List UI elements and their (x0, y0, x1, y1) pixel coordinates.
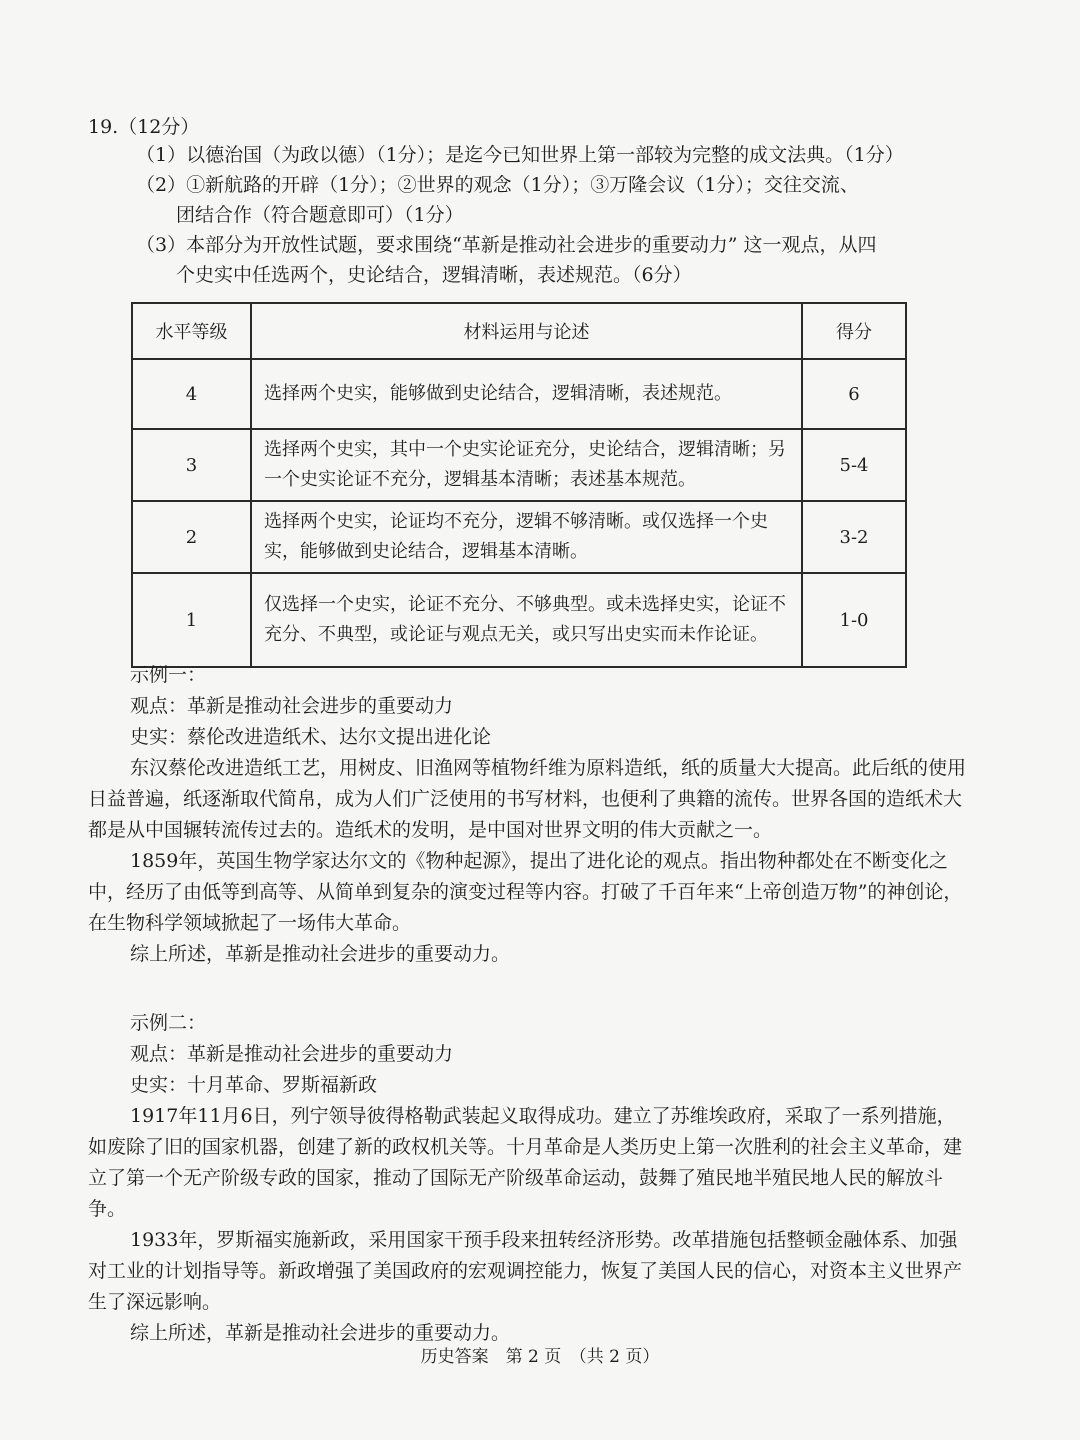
rubric-header-row (132, 303, 906, 359)
header-score: 得分 (802, 303, 906, 359)
header-level: 水平等级 (132, 303, 251, 359)
question-part-3-line-2: 个史实中任选两个，史论结合，逻辑清晰，表述规范。（6分） (176, 264, 692, 286)
example-one-paragraph-2: 1859年，英国生物学家达尔文的《物种起源》，提出了进化论的观点。指出物种都处在不断变化之中，经历了由低等到高等、从简单到复杂的演变过程等内容。打破了千百年来“上帝创造万物”的神创论，在生物科学领域掀起了一场伟大革命。 (88, 850, 963, 934)
question-part-3-line-1: （3）本部分为开放性试题，要求围绕“革新是推动社会进步的重要动力” 这一观点，从四 (136, 234, 877, 256)
example-two (88, 1008, 968, 1349)
rubric-description: 选择两个史实，能够做到史论结合，逻辑清晰，表述规范。 (251, 359, 802, 429)
rubric-level: 4 (132, 359, 251, 429)
example-two-viewpoint: 观点：革新是推动社会进步的重要动力 (130, 1043, 454, 1065)
page-footer: 历史答案 第 2 页 （共 2 页） (420, 1347, 660, 1367)
rubric-row (132, 573, 906, 667)
example-one-facts: 史实：蔡伦改进造纸术、达尔文提出进化论 (130, 726, 492, 748)
rubric-level: 1 (132, 573, 251, 667)
question-part-1: （1）以德治国（为政以德）（1分）；是迄今已知世界上第一部较为完整的成文法典。（1分） (136, 144, 904, 166)
example-two-title: 示例二： (130, 1012, 207, 1034)
scoring-rubric-table (131, 302, 907, 668)
rubric-score: 3-2 (802, 501, 906, 573)
question-part-3 (136, 230, 956, 290)
rubric-level: 3 (132, 429, 251, 501)
example-one (88, 660, 968, 970)
example-two-facts: 史实：十月革命、罗斯福新政 (130, 1074, 378, 1096)
rubric-description: 选择两个史实，论证均不充分，逻辑不够清晰。或仅选择一个史实，能够做到史论结合，逻辑基本清晰。 (251, 501, 802, 573)
example-one-title: 示例一： (130, 664, 207, 686)
question-part-2 (136, 170, 956, 230)
example-one-viewpoint: 观点：革新是推动社会进步的重要动力 (130, 695, 454, 717)
example-one-conclusion: 综上所述，革新是推动社会进步的重要动力。 (130, 943, 511, 965)
rubric-description: 仅选择一个史实，论证不充分、不够典型。或未选择史实，论证不充分、不典型，或论证与观点无关，或只写出史实而未作论证。 (251, 573, 802, 667)
question-part-2-line-1: （2）①新航路的开辟（1分）；②世界的观念（1分）；③万隆会议（1分）；交往交流、 (136, 174, 859, 196)
example-two-conclusion: 综上所述，革新是推动社会进步的重要动力。 (130, 1322, 511, 1344)
question-number: 19.（12分） (88, 116, 200, 138)
rubric-score: 5-4 (802, 429, 906, 501)
example-two-paragraph-1: 1917年11月6日，列宁领导彼得格勒武装起义取得成功。建立了苏维埃政府，采取了一系列措施，如废除了旧的国家机器，创建了新的政权机关等。十月革命是人类历史上第一次胜利的社会主义革命，建立了第一个无产阶级专政的国家，推动了国际无产阶级革命运动，鼓舞了殖民地半殖民地人民的解放斗争。 (88, 1105, 963, 1220)
rubric-description: 选择两个史实，其中一个史实论证充分，史论结合，逻辑清晰；另一个史实论证不充分，逻辑基本清晰；表述基本规范。 (251, 429, 802, 501)
example-one-paragraph-1: 东汉蔡伦改进造纸工艺，用树皮、旧渔网等植物纤维为原料造纸，纸的质量大大提高。此后纸的使用日益普遍，纸逐渐取代简帛，成为人们广泛使用的书写材料，也便利了典籍的流传。世界各国的造纸术大都是从中国辗转流传过去的。造纸术的发明，是中国对世界文明的伟大贡献之一。 (88, 757, 967, 841)
rubric-row (132, 429, 906, 501)
rubric-score: 6 (802, 359, 906, 429)
example-two-paragraph-2: 1933年，罗斯福实施新政，采用国家干预手段来扭转经济形势。改革措施包括整顿金融体系、加强对工业的计划指导等。新政增强了美国政府的宏观调控能力，恢复了美国人民的信心，对资本主义世界产生了深远影响。 (88, 1229, 963, 1313)
rubric-score: 1-0 (802, 573, 906, 667)
rubric-row (132, 359, 906, 429)
header-description: 材料运用与论述 (251, 303, 802, 359)
question-part-2-line-2: 团结合作（符合题意即可）（1分） (176, 204, 464, 226)
rubric-row (132, 501, 906, 573)
rubric-level: 2 (132, 501, 251, 573)
